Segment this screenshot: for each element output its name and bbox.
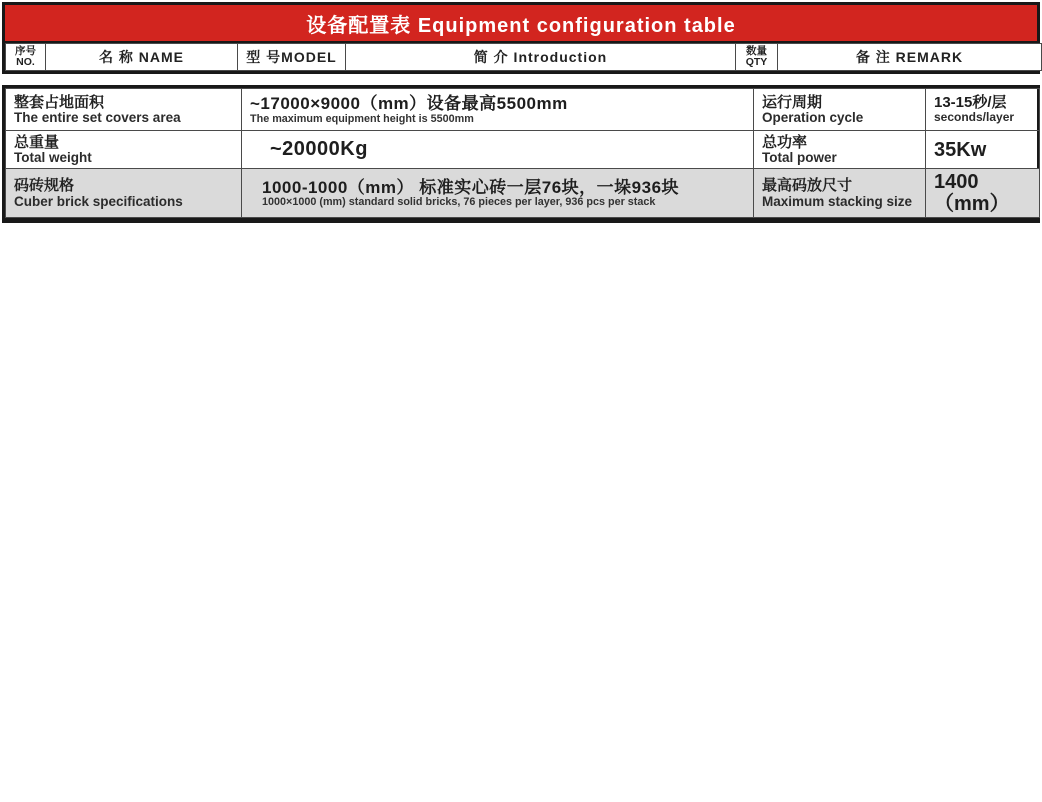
summary-value-stacking-size: 1400（mm）	[926, 169, 1040, 218]
col-header-qty: 数量 QTY	[736, 44, 778, 71]
summary-row-area	[6, 89, 1040, 131]
summary-label-area: 整套占地面积 The entire set covers area	[6, 89, 242, 131]
summary-value-weight: ~20000Kg	[242, 131, 754, 169]
summary-table	[5, 88, 1040, 218]
col-header-name: 名 称 NAME	[46, 44, 238, 71]
summary-value-brick-spec: 1000-1000（mm） 标准实心砖一层76块，一垛936块 1000×1000 (mm) standard solid bricks, 76 pieces per layer, 936 pcs per stack	[242, 169, 754, 218]
summary-row-brick-spec	[6, 169, 1040, 218]
page-title: 设备配置表 Equipment configuration table	[306, 14, 736, 37]
summary-label-brick-spec: 码砖规格 Cuber brick specifications	[6, 169, 242, 218]
col-header-model: 型 号MODEL	[238, 44, 346, 71]
table-gap	[2, 74, 1040, 85]
summary-value-cycle: 13-15秒/层 seconds/layer	[926, 89, 1040, 131]
col-header-no: 序号 NO.	[6, 44, 46, 71]
summary-label-weight: 总重量 Total weight	[6, 131, 242, 169]
summary-value-power: 35Kw	[926, 131, 1040, 169]
equipment-table	[5, 43, 1042, 71]
summary-table-block	[2, 85, 1040, 223]
equipment-table-header	[6, 44, 1042, 71]
table-title-bar	[5, 5, 1037, 43]
col-header-introduction: 简 介 Introduction	[346, 44, 736, 71]
summary-value-area: ~17000×9000（mm）设备最高5500mm The maximum equipment height is 5500mm	[242, 89, 754, 131]
col-header-remark: 备 注 REMARK	[778, 44, 1042, 71]
summary-label-stacking-size: 最高码放尺寸 Maximum stacking size	[754, 169, 926, 218]
summary-label-cycle: 运行周期 Operation cycle	[754, 89, 926, 131]
summary-row-weight	[6, 131, 1040, 169]
summary-label-power: 总功率 Total power	[754, 131, 926, 169]
equipment-table-block	[2, 2, 1040, 74]
